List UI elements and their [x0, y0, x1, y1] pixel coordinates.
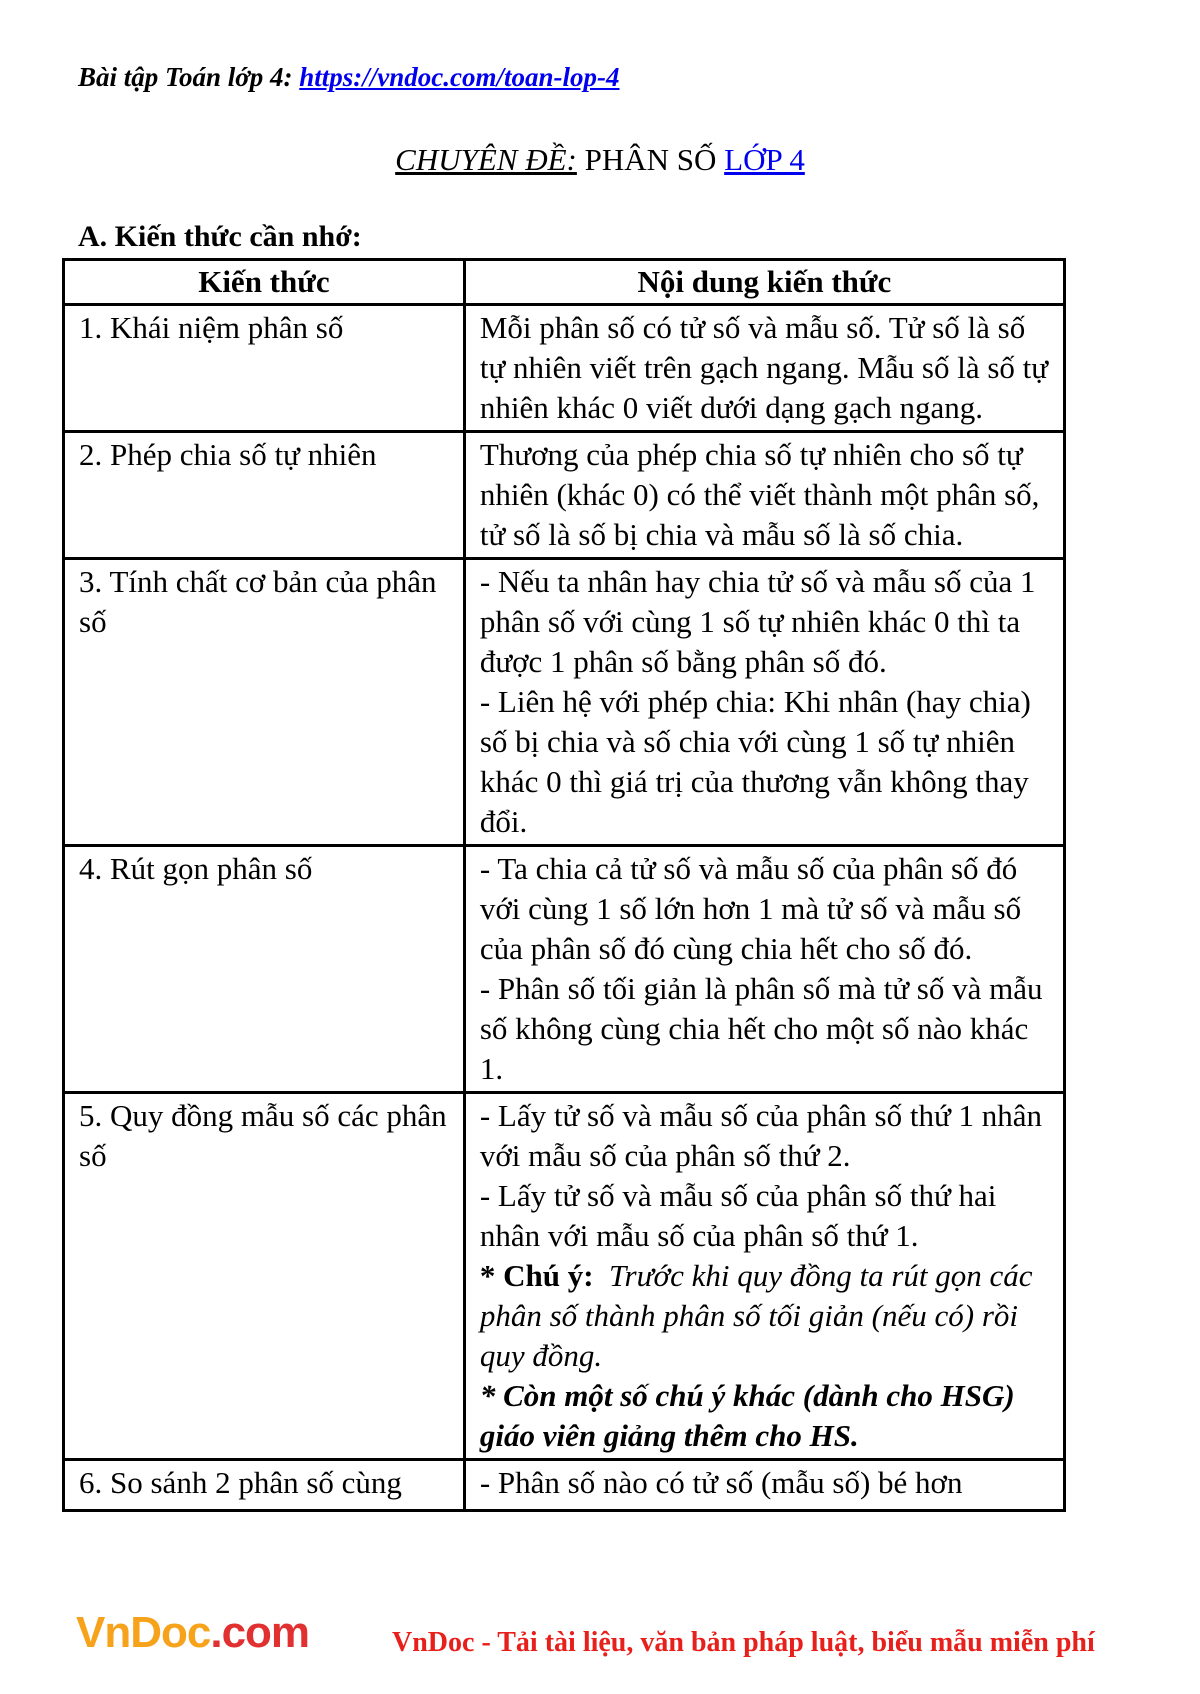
- table-row: [64, 305, 1065, 432]
- column-header-topic: Kiến thức: [64, 260, 465, 305]
- table-row: [64, 432, 1065, 559]
- header-line: [78, 62, 620, 93]
- content-line: - Nếu ta nhân hay chia tử số và mẫu số của 1 phân số với cùng 1 số tự nhiên khác 0 thì ta được 1 phân số bằng phân số đó.: [479, 564, 1036, 679]
- content-line: - Ta chia cả tử số và mẫu số của phân số đó với cùng 1 số lớn hơn 1 mà tử số và mẫu số của phân số đó cùng chia hết cho số đó.: [479, 851, 1022, 966]
- vndoc-logo[interactable]: [76, 1608, 309, 1658]
- header-prefix: Bài tập Toán lớp 4:: [78, 62, 300, 92]
- row-content: [464, 846, 1064, 1093]
- table-row: [64, 559, 1065, 846]
- row-content: [464, 559, 1064, 846]
- title-italic-part: CHUYÊN ĐỀ:: [395, 142, 577, 177]
- content-line: Thương của phép chia số tự nhiên cho số tự nhiên (khác 0) có thể viết thành một phân số, tử số là số bị chia và mẫu số là số chia.: [479, 437, 1040, 552]
- content-line: - Lấy tử số và mẫu số của phân số thứ hai nhân với mẫu số của phân số thứ 1.: [479, 1178, 997, 1253]
- header-link[interactable]: https://vndoc.com/toan-lop-4: [299, 62, 620, 92]
- row-topic: 4. Rút gọn phân số: [64, 846, 465, 1093]
- note-text: Trước khi quy đồng ta rút gọn các phân số thành phân số tối giản (nếu có) rồi quy đồng.: [479, 1258, 1033, 1373]
- content-line: Mỗi phân số có tử số và mẫu số. Tử số là số tự nhiên viết trên gạch ngang. Mẫu số là số tự nhiên khác 0 viết dưới dạng gạch ngang.: [479, 310, 1049, 425]
- row-topic: 3. Tính chất cơ bản của phân số: [64, 559, 465, 846]
- content-line: - Liên hệ với phép chia: Khi nhân (hay chia) số bị chia và số chia với cùng 1 số tự nhiên khác 0 thì giá trị của thương vẫn không thay đổi.: [479, 684, 1031, 839]
- note-label: * Chú ý:: [479, 1258, 594, 1293]
- column-header-content: Nội dung kiến thức: [464, 260, 1064, 305]
- note-line: [480, 1256, 1049, 1376]
- title-link[interactable]: LỚP 4: [724, 142, 805, 177]
- section-heading: A. Kiến thức cần nhớ:: [78, 220, 362, 253]
- row-topic: 5. Quy đồng mẫu số các phân số: [64, 1093, 465, 1460]
- table-row: [64, 1460, 1065, 1511]
- row-content: [464, 432, 1064, 559]
- row-content: [464, 305, 1064, 432]
- logo-vndoc-text: VnDoc: [76, 1608, 211, 1657]
- knowledge-table: [62, 258, 1066, 1512]
- row-topic: 1. Khái niệm phân số: [64, 305, 465, 432]
- row-topic: 6. So sánh 2 phân số cùng: [64, 1460, 465, 1511]
- content-line: - Phân số nào có tử số (mẫu số) bé hơn: [479, 1465, 963, 1500]
- logo-com-text: .com: [210, 1608, 310, 1657]
- row-topic: 2. Phép chia số tự nhiên: [64, 432, 465, 559]
- row-content: [464, 1093, 1064, 1460]
- content-line: - Lấy tử số và mẫu số của phân số thứ 1 nhân với mẫu số của phân số thứ 2.: [479, 1098, 1043, 1173]
- table-header-row: [64, 260, 1065, 305]
- page-title: [0, 142, 1200, 178]
- table-row: [64, 846, 1065, 1093]
- note-extra: * Còn một số chú ý khác (dành cho HSG) giáo viên giảng thêm cho HS.: [479, 1378, 1015, 1453]
- footer-tagline: VnDoc - Tải tài liệu, văn bản pháp luật, biểu mẫu miễn phí: [392, 1627, 1095, 1658]
- title-plain-part: PHÂN SỐ: [576, 142, 725, 177]
- table-row: [64, 1093, 1065, 1460]
- row-content: [464, 1460, 1064, 1511]
- content-line: - Phân số tối giản là phân số mà tử số và mẫu số không cùng chia hết cho một số nào khác 1.: [479, 971, 1043, 1086]
